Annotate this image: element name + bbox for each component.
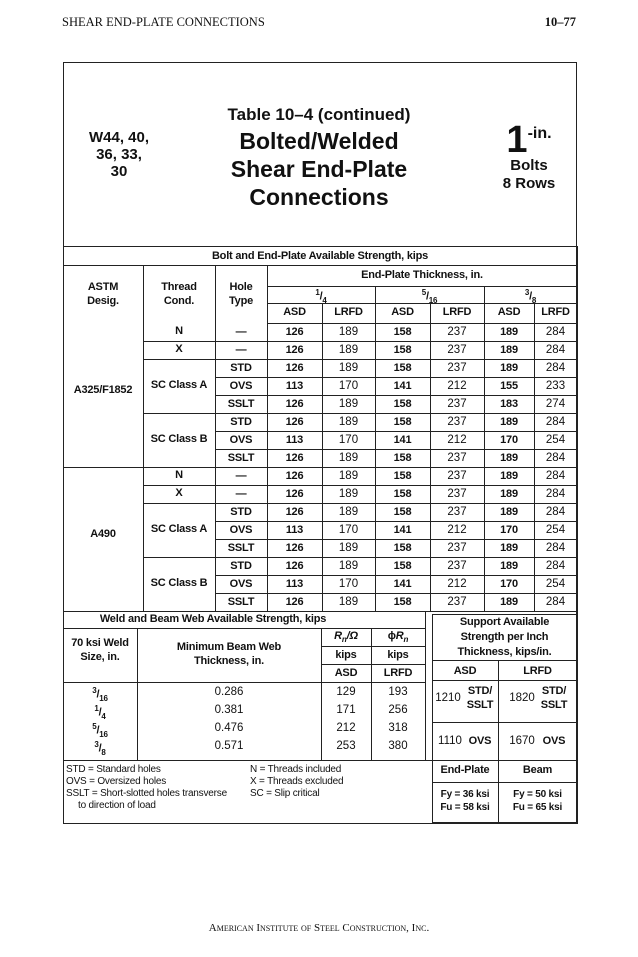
value-cell: 158 bbox=[393, 326, 412, 338]
value-cell: 189 bbox=[338, 470, 359, 482]
thread-cond: X bbox=[175, 343, 183, 355]
rule bbox=[321, 664, 425, 665]
value-cell: 158 bbox=[393, 470, 412, 482]
value-cell: 126 bbox=[285, 344, 304, 356]
value-cell: 158 bbox=[393, 560, 412, 572]
value-cell: 158 bbox=[393, 596, 412, 608]
value-cell: 189 bbox=[500, 542, 518, 554]
value-cell: 274 bbox=[545, 398, 566, 410]
rule bbox=[215, 467, 577, 468]
lrfd-header: LRFD bbox=[442, 306, 472, 318]
support-lrfd-std-val: 1820 bbox=[509, 692, 535, 704]
hole-type: SSLT bbox=[227, 542, 255, 554]
support-asd: ASD bbox=[453, 665, 477, 677]
table-number: Table 10–4 (continued) bbox=[227, 105, 411, 124]
value-cell: 212 bbox=[447, 380, 467, 392]
value-cell: 237 bbox=[447, 452, 467, 464]
astm-header: ASTM Desig. bbox=[87, 281, 119, 307]
value-cell: 237 bbox=[447, 560, 467, 572]
weld-lrfd: 256 bbox=[388, 704, 408, 716]
weld-size: $^3/_8$ bbox=[94, 740, 106, 757]
value-cell: 189 bbox=[338, 560, 359, 572]
beam-props: Fy = 50 ksi Fu = 65 ksi bbox=[512, 789, 563, 813]
weld-size: $^3/_{16}$ bbox=[92, 686, 108, 703]
value-cell: 126 bbox=[285, 452, 304, 464]
asd-header: ASD bbox=[334, 667, 358, 679]
value-cell: 189 bbox=[500, 362, 518, 374]
rule bbox=[143, 359, 215, 360]
value-cell: 189 bbox=[338, 596, 359, 608]
value-cell: 284 bbox=[545, 326, 566, 338]
beam-label: Beam bbox=[522, 764, 553, 776]
thickness-1: $^5/_{16}$ bbox=[421, 288, 438, 305]
rule bbox=[215, 377, 577, 378]
value-cell: 237 bbox=[447, 416, 467, 428]
rule bbox=[432, 722, 577, 723]
value-cell: 155 bbox=[500, 380, 518, 392]
weld-lrfd: 380 bbox=[388, 740, 408, 752]
value-cell: 158 bbox=[393, 362, 412, 374]
hole-type: SSLT bbox=[227, 596, 255, 608]
value-cell: 189 bbox=[338, 326, 359, 338]
value-cell: 233 bbox=[545, 380, 566, 392]
value-cell: 189 bbox=[338, 488, 359, 500]
thread-cond: SC Class A bbox=[150, 523, 208, 535]
support-lrfd-ovs-val: 1670 bbox=[509, 735, 535, 747]
value-cell: 126 bbox=[285, 398, 304, 410]
value-cell: 237 bbox=[447, 506, 467, 518]
value-cell: 189 bbox=[500, 452, 518, 464]
rows-label: 8 Rows bbox=[502, 175, 556, 192]
thread-cond: SC Class B bbox=[150, 577, 208, 589]
value-cell: 141 bbox=[393, 578, 412, 590]
rule bbox=[215, 503, 577, 504]
rule bbox=[215, 557, 577, 558]
rule bbox=[63, 265, 577, 266]
rn-omega-header: $R_n/\Omega$ bbox=[334, 630, 358, 645]
hole-type: OVS bbox=[229, 578, 253, 590]
bolts-label: Bolts bbox=[510, 157, 548, 174]
hole-type: STD bbox=[230, 560, 252, 572]
value-cell: 284 bbox=[545, 542, 566, 554]
kips-label: kips bbox=[335, 649, 357, 661]
bolt-size: 1-in. bbox=[506, 119, 552, 161]
support-lrfd: LRFD bbox=[523, 665, 552, 677]
value-cell: 170 bbox=[338, 578, 359, 590]
value-cell: 189 bbox=[338, 416, 359, 428]
support-asd-ovs-val: 1110 bbox=[438, 735, 462, 747]
value-cell: 284 bbox=[545, 416, 566, 428]
rule bbox=[143, 503, 215, 504]
value-cell: 189 bbox=[500, 470, 518, 482]
hole-type: OVS bbox=[229, 434, 253, 446]
hole-type: — bbox=[235, 326, 247, 338]
value-cell: 170 bbox=[500, 578, 518, 590]
thread-cond: X bbox=[175, 487, 183, 499]
weld-asd: 212 bbox=[336, 722, 356, 734]
rule bbox=[143, 467, 215, 468]
value-cell: 189 bbox=[500, 344, 518, 356]
hole-type: SSLT bbox=[227, 398, 255, 410]
end-plate-props: Fy = 36 ksi Fu = 58 ksi bbox=[440, 789, 490, 813]
std-ssl-label: STD/ SSLT bbox=[466, 685, 494, 711]
hole-type: — bbox=[235, 470, 247, 482]
value-cell: 237 bbox=[447, 470, 467, 482]
value-cell: 113 bbox=[285, 434, 304, 446]
value-cell: 126 bbox=[285, 470, 304, 482]
rule bbox=[432, 680, 577, 681]
value-cell: 126 bbox=[285, 542, 304, 554]
rule bbox=[143, 341, 215, 342]
weld-size: $^5/_{16}$ bbox=[92, 722, 108, 739]
value-cell: 189 bbox=[338, 344, 359, 356]
value-cell: 158 bbox=[393, 398, 412, 410]
weld-lrfd: 193 bbox=[388, 686, 408, 698]
rule bbox=[432, 660, 577, 661]
value-cell: 189 bbox=[500, 488, 518, 500]
lrfd-header: LRFD bbox=[541, 306, 570, 318]
value-cell: 284 bbox=[545, 560, 566, 572]
value-cell: 170 bbox=[338, 434, 359, 446]
rule bbox=[63, 467, 143, 468]
hole-type: STD bbox=[230, 416, 252, 428]
thread-cond: N bbox=[175, 469, 183, 481]
kips-label: kips bbox=[387, 649, 409, 661]
value-cell: 212 bbox=[447, 524, 467, 536]
rule bbox=[215, 575, 577, 576]
rule bbox=[215, 431, 577, 432]
thread-header: Thread Cond. bbox=[161, 281, 197, 307]
value-cell: 284 bbox=[545, 506, 566, 518]
shape-list: W44, 40, 36, 33, 30 bbox=[88, 129, 150, 180]
rule bbox=[143, 413, 215, 414]
value-cell: 183 bbox=[500, 398, 518, 410]
value-cell: 113 bbox=[285, 380, 304, 392]
value-cell: 284 bbox=[545, 470, 566, 482]
thickness-0: $^1/_4$ bbox=[315, 288, 327, 305]
astm-designation: A325/F1852 bbox=[73, 384, 133, 396]
ovs-label: OVS bbox=[468, 735, 492, 747]
rule bbox=[215, 593, 577, 594]
weld-asd: 253 bbox=[336, 740, 356, 752]
value-cell: 126 bbox=[285, 362, 304, 374]
value-cell: 170 bbox=[500, 524, 518, 536]
value-cell: 158 bbox=[393, 344, 412, 356]
value-cell: 189 bbox=[338, 506, 359, 518]
value-cell: 189 bbox=[500, 560, 518, 572]
phi-rn-header: $\phi R_n$ bbox=[387, 630, 409, 645]
value-cell: 126 bbox=[285, 488, 304, 500]
hole-type: — bbox=[235, 344, 247, 356]
value-cell: 284 bbox=[545, 452, 566, 464]
table-title: Bolted/Welded Shear End-Plate Connections bbox=[230, 128, 408, 210]
hole-type: — bbox=[235, 488, 247, 500]
thickness-2: $^3/_8$ bbox=[524, 288, 537, 305]
value-cell: 158 bbox=[393, 506, 412, 518]
value-cell: 158 bbox=[393, 542, 412, 554]
value-cell: 189 bbox=[500, 596, 518, 608]
notes-left: STD = Standard holes OVS = Oversized holes SSLT = Short-slotted holes transverse to direction of load bbox=[66, 764, 227, 811]
support-title: Support Available Strength per Inch Thickness, kips/in. bbox=[457, 616, 552, 658]
value-cell: 284 bbox=[545, 488, 566, 500]
hole-type: STD bbox=[230, 362, 252, 374]
beam-web-header: Minimum Beam Web Thickness, in. bbox=[176, 641, 282, 667]
rule bbox=[143, 557, 215, 558]
thickness-header: End-Plate Thickness, in. bbox=[361, 269, 483, 281]
ovs-label: OVS bbox=[542, 735, 566, 747]
beam-web-thickness: 0.476 bbox=[214, 722, 244, 734]
lrfd-header: LRFD bbox=[334, 306, 363, 318]
rule bbox=[432, 822, 577, 823]
value-cell: 237 bbox=[447, 362, 467, 374]
std-ssl-label: STD/ SSLT bbox=[540, 685, 568, 711]
value-cell: 254 bbox=[545, 434, 566, 446]
value-cell: 237 bbox=[447, 344, 467, 356]
value-cell: 284 bbox=[545, 362, 566, 374]
value-cell: 212 bbox=[447, 578, 467, 590]
rule bbox=[215, 359, 577, 360]
value-cell: 189 bbox=[500, 326, 518, 338]
weld-size: $^1/_4$ bbox=[94, 704, 106, 721]
asd-header: ASD bbox=[497, 306, 521, 318]
rule bbox=[215, 341, 577, 342]
value-cell: 141 bbox=[393, 524, 412, 536]
value-cell: 113 bbox=[285, 578, 304, 590]
rule bbox=[215, 413, 577, 414]
rule bbox=[432, 782, 577, 783]
weld-size-header: 70 ksi Weld Size, in. bbox=[71, 637, 129, 663]
value-cell: 237 bbox=[447, 488, 467, 500]
hole-type: SSLT bbox=[227, 452, 255, 464]
weld-asd: 171 bbox=[336, 704, 356, 716]
rule bbox=[267, 286, 577, 287]
value-cell: 141 bbox=[393, 434, 412, 446]
weld-lrfd: 318 bbox=[388, 722, 408, 734]
rule bbox=[215, 521, 577, 522]
value-cell: 170 bbox=[338, 380, 359, 392]
rule bbox=[432, 760, 577, 761]
value-cell: 237 bbox=[447, 596, 467, 608]
hole-type: OVS bbox=[229, 524, 253, 536]
end-plate-label: End-Plate bbox=[440, 764, 490, 776]
thread-cond: SC Class A bbox=[150, 379, 208, 391]
value-cell: 284 bbox=[545, 596, 566, 608]
hole-header: Hole Type bbox=[228, 281, 254, 307]
value-cell: 254 bbox=[545, 524, 566, 536]
value-cell: 189 bbox=[500, 506, 518, 518]
value-cell: 284 bbox=[545, 344, 566, 356]
rule bbox=[267, 323, 577, 324]
rule bbox=[215, 449, 577, 450]
value-cell: 237 bbox=[447, 326, 467, 338]
rule bbox=[63, 611, 577, 612]
rule bbox=[63, 246, 577, 247]
value-cell: 189 bbox=[338, 452, 359, 464]
value-cell: 254 bbox=[545, 578, 566, 590]
value-cell: 126 bbox=[285, 560, 304, 572]
rule bbox=[425, 611, 426, 760]
notes-right: N = Threads included X = Threads excluded SC = Slip critical bbox=[250, 764, 344, 799]
footer: American Institute of Steel Construction, Inc. bbox=[208, 922, 430, 934]
bolt-table-caption: Bolt and End-Plate Available Strength, kips bbox=[211, 250, 429, 262]
beam-web-thickness: 0.286 bbox=[214, 686, 244, 698]
value-cell: 113 bbox=[285, 524, 304, 536]
value-cell: 170 bbox=[500, 434, 518, 446]
value-cell: 189 bbox=[338, 362, 359, 374]
value-cell: 170 bbox=[338, 524, 359, 536]
rule bbox=[215, 395, 577, 396]
value-cell: 158 bbox=[393, 488, 412, 500]
value-cell: 189 bbox=[500, 416, 518, 428]
weld-asd: 129 bbox=[336, 686, 356, 698]
value-cell: 141 bbox=[393, 380, 412, 392]
value-cell: 126 bbox=[285, 596, 304, 608]
value-cell: 212 bbox=[447, 434, 467, 446]
page-number: 10–77 bbox=[544, 15, 576, 29]
value-cell: 237 bbox=[447, 542, 467, 554]
lrfd-header: LRFD bbox=[383, 667, 413, 679]
hole-type: OVS bbox=[229, 380, 253, 392]
value-cell: 126 bbox=[285, 326, 304, 338]
beam-web-thickness: 0.571 bbox=[214, 740, 244, 752]
rule bbox=[321, 646, 425, 647]
value-cell: 189 bbox=[338, 398, 359, 410]
rule bbox=[215, 485, 577, 486]
hole-type: STD bbox=[230, 506, 252, 518]
beam-web-thickness: 0.381 bbox=[214, 704, 244, 716]
running-header: SHEAR END-PLATE CONNECTIONS bbox=[62, 15, 265, 29]
value-cell: 126 bbox=[285, 506, 304, 518]
asd-header: ASD bbox=[391, 306, 414, 318]
astm-designation: A490 bbox=[90, 528, 116, 540]
thread-cond: N bbox=[175, 325, 183, 337]
asd-header: ASD bbox=[283, 306, 306, 318]
thread-cond: SC Class B bbox=[150, 433, 208, 445]
rule bbox=[143, 485, 215, 486]
weld-table-caption: Weld and Beam Web Available Strength, kips bbox=[99, 613, 327, 625]
value-cell: 237 bbox=[447, 398, 467, 410]
rule bbox=[63, 682, 425, 683]
value-cell: 189 bbox=[338, 542, 359, 554]
value-cell: 126 bbox=[285, 416, 304, 428]
value-cell: 158 bbox=[393, 452, 412, 464]
value-cell: 158 bbox=[393, 416, 412, 428]
rule bbox=[215, 539, 577, 540]
support-asd-std-val: 1210 bbox=[435, 692, 461, 704]
